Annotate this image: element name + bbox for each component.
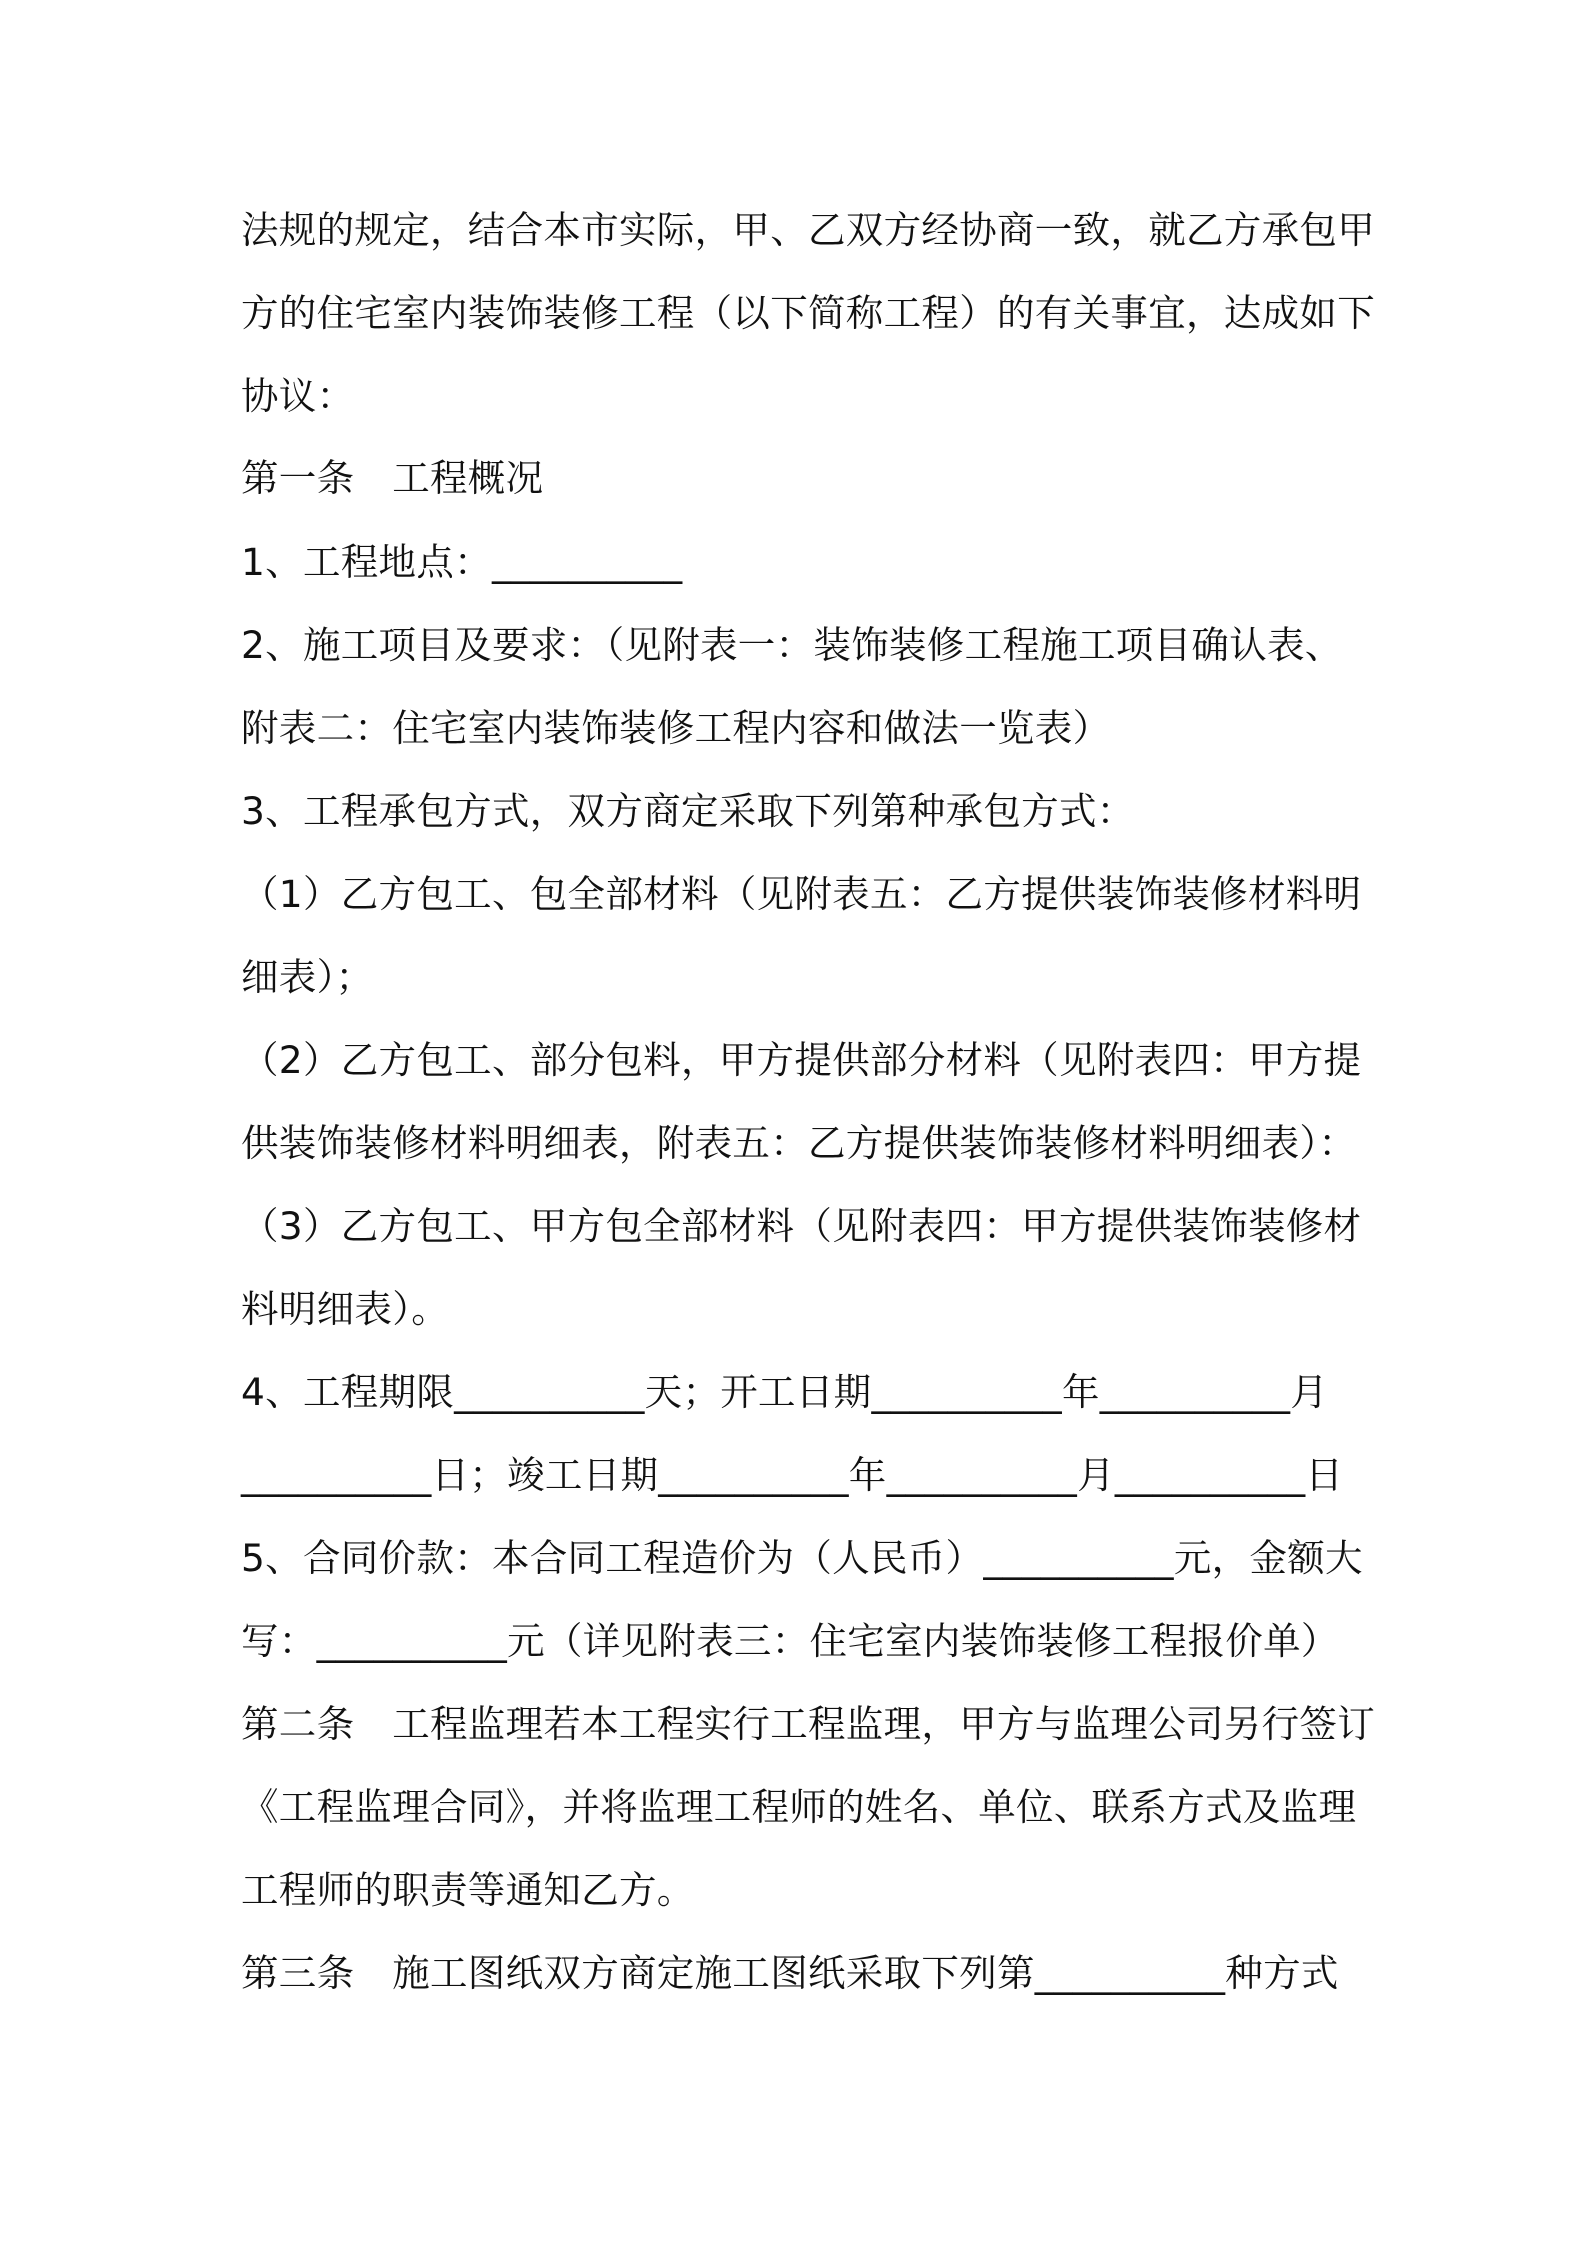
text-line: （3）乙方包工、甲方包全部材料（见附表四：甲方提供装饰装修材 — [241, 1204, 1362, 1248]
text-line: （2）乙方包工、部分包料，甲方提供部分材料（见附表四：甲方提 — [241, 1038, 1362, 1082]
text-line: 3、工程承包方式，双方商定采取下列第种承包方式： — [241, 789, 1135, 833]
text-line: 料明细表）。 — [241, 1287, 450, 1331]
text-line: （1）乙方包工、包全部材料（见附表五：乙方提供装饰装修材料明 — [241, 872, 1362, 916]
section-heading: 第三条 施工图纸双方商定施工图纸采取下列第__________种方式 — [241, 1951, 1339, 1995]
text-line: 附表二：住宅室内装饰装修工程内容和做法一览表） — [241, 706, 1111, 750]
text-line: 写：__________元（详见附表三：住宅室内装饰装修工程报价单） — [241, 1619, 1339, 1663]
text-line: 4、工程期限__________天；开工日期__________年__________月 — [241, 1370, 1329, 1414]
text-line: 1、工程地点：__________ — [241, 540, 683, 584]
text-line: 供装饰装修材料明细表，附表五：乙方提供装饰装修材料明细表）： — [241, 1121, 1357, 1165]
text-line: 协议： — [241, 374, 355, 418]
text-line: 《工程监理合同》，并将监理工程师的姓名、单位、联系方式及监理 — [241, 1785, 1357, 1829]
text-line: 法规的规定，结合本市实际，甲、乙双方经协商一致，就乙方承包甲 — [241, 208, 1375, 252]
text-line: 工程师的职责等通知乙方。 — [241, 1868, 695, 1912]
text-line: 细表）； — [241, 955, 374, 999]
text-line: 2、施工项目及要求：（见附表一：装饰装修工程施工项目确认表、 — [241, 623, 1343, 667]
section-heading: 第一条 工程概况 — [241, 456, 544, 500]
text-line: __________日；竣工日期__________年__________月__________日 — [241, 1453, 1344, 1497]
text-line: 方的住宅室内装饰装修工程（以下简称工程）的有关事宜，达成如下 — [241, 291, 1375, 335]
text-line: 5、合同价款：本合同工程造价为（人民币）__________元，金额大 — [241, 1536, 1363, 1580]
section-heading: 第二条 工程监理若本工程实行工程监理，甲方与监理公司另行签订 — [241, 1702, 1375, 1746]
